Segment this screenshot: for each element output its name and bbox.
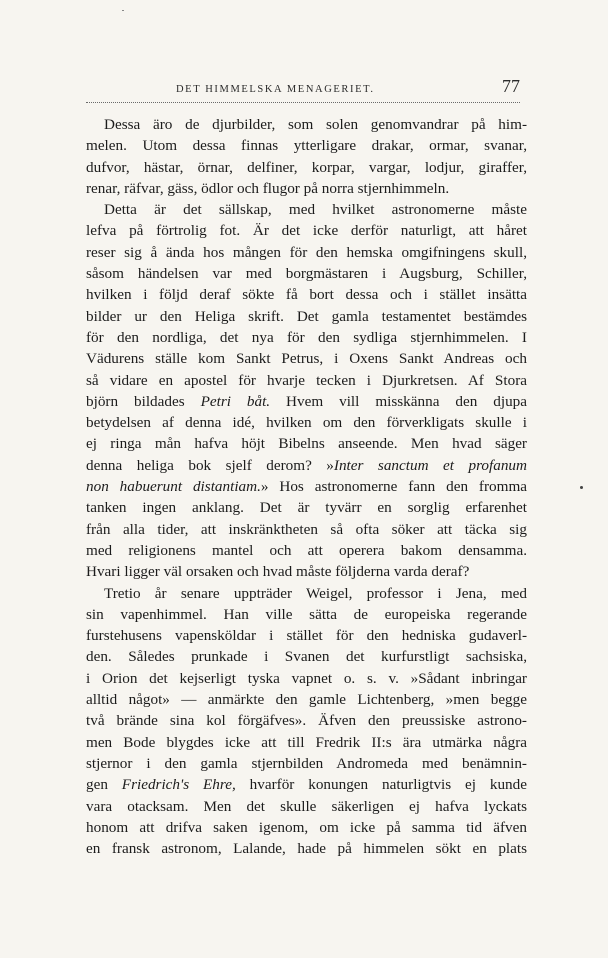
text-line: men Bode blygdes icke att till Fredrik II:s ära utmärka några	[86, 733, 527, 751]
text-line: så vidare en apostel för hvarje tecken i Djurkretsen. Af Stora	[86, 371, 527, 389]
paper-speck	[122, 10, 124, 11]
margin-mark	[580, 486, 583, 489]
text-line: bilder ur den Heliga skrift. Det gamla testamentet bestämdes	[86, 307, 527, 325]
running-title: DET HIMMELSKA MENAGERIET.	[176, 84, 375, 95]
italic-phrase: Friedrich's Ehre,	[121, 776, 236, 794]
text-line: melen. Utom dessa finnas ytterligare drakar, ormar, svanar,	[86, 137, 527, 155]
text-line: från alla tider, att inskränktheten så ofta söker att täcka sig	[86, 520, 527, 538]
text-line: lefva på förtrolig fot. Är det icke derför naturligt, att håret	[86, 222, 527, 240]
text-line: Vädurens ställe kom Sankt Petrus, i Oxens Sankt Andreas och	[86, 350, 527, 368]
text-line: ej ringa mån hafva höjt Bibelns anseende. Men hvad säger	[86, 435, 527, 453]
text-line: Detta är det sällskap, med hvilket astronomerne måste	[104, 201, 527, 219]
text-line: furstehusens vapensköldar i stället för den hedniska gudaverl-	[86, 627, 527, 645]
text-line: sin vapenhimmel. Han ville sätta de europeiska regerande	[86, 605, 527, 623]
text-line: med religionens mantel och att operera bakom densamma.	[86, 541, 527, 559]
text-line: i Orion det kejserligt tyska vapnet o. s. v. »Sådant inbringar	[86, 669, 527, 687]
body-text	[86, 114, 527, 859]
text-line: dufvor, hästar, örnar, delfiner, korpar, vargar, lodjur, giraffer,	[86, 158, 527, 176]
text-line: gen Friedrich's Ehre, hvarför konungen naturligtvis ej kunde	[86, 776, 527, 794]
italic-phrase: Petri båt.	[200, 392, 271, 410]
text-line: hvilken i följd deraf sökte få bort dessa och i stället insätta	[86, 286, 527, 304]
text-line: stjernor i den gamla stjernbilden Andromeda med benämnin-	[86, 754, 527, 772]
text-line: alltid något» — anmärkte den gamle Lichtenberg, »men begge	[86, 691, 527, 709]
text-line: honom att drifva saken igenom, om icke på samma tid äfven	[86, 818, 527, 836]
text-line: betydelsen af denna idé, hvilken om den förverkligats skulle i	[86, 414, 527, 432]
text-line: reser sig å ända hos mången för den hemska omgifningens skull,	[86, 243, 527, 261]
italic-phrase: non habuerunt distantiam.	[86, 478, 261, 496]
header-rule	[86, 102, 520, 103]
text-line: för den nordliga, det nya för den sydliga stjernhimmelen. I	[86, 328, 527, 346]
text-line: renar, räfvar, gäss, ödlor och flugor på norra stjernhimmeln.	[86, 179, 450, 197]
italic-phrase: Inter sanctum et profanum	[333, 456, 527, 474]
text-line: non habuerunt distantiam.» Hos astronomerne fann den fromma	[86, 478, 527, 496]
running-head	[90, 76, 520, 102]
text-line: såsom händelsen var med borgmästaren i Augsburg, Schiller,	[86, 265, 527, 283]
text-line: björn bildades Petri båt. Hvem vill misskänna den djupa	[86, 392, 528, 410]
text-line: tanken ingen anklang. Det är tyvärr en sorglig erfarenhet	[86, 499, 527, 517]
text-line: vara otacksam. Men det skulle säkerligen ej hafva lyckats	[86, 797, 527, 815]
text-line: en fransk astronom, Lalande, hade på himmelen sökt en plats	[86, 840, 527, 858]
text-line: Hvari ligger väl orsaken och hvad måste följderna varda deraf?	[86, 563, 470, 581]
text-line: Dessa äro de djurbilder, som solen genomvandrar på him-	[104, 116, 527, 133]
text-line: Tretio år senare uppträder Weigel, professor i Jena, med	[104, 584, 527, 602]
page-number: 77	[502, 76, 520, 96]
text-line: denna heliga bok sjelf derom? »Inter sanctum et profanum	[86, 456, 527, 474]
text-line: den. Således prunkade i Svanen det kurfurstligt sachsiska,	[86, 648, 527, 666]
text-line: två brände sina kol förgäfves». Äfven den preussiske astrono-	[86, 712, 527, 730]
